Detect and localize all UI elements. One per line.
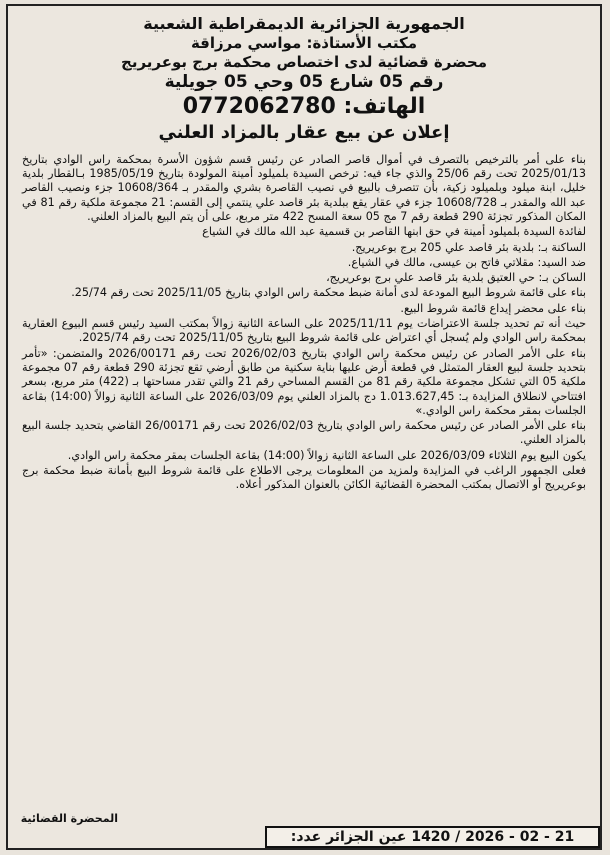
office-name: مكتب الأستاذة: مواسي مرزاقة — [190, 34, 418, 52]
publication-footer: 21 - 02 - 2026 / 1420 عين الجزائر عدد: — [265, 826, 600, 848]
paragraph-public-notice: فعلى الجمهور الراغب في المزايدة ولمزيد من المعلومات يرجى الاطلاع على قائمة شروط البيع بأمانة ضبط محكمة برج بوعريريج أو الاتصال بمكتب المحضرة القضائية الكائن بالعنوان المذكور أعلاه. — [22, 463, 586, 492]
announcement-body — [8, 153, 600, 493]
republic-title: الجمهورية الجزائرية الديمقراطية الشعبية — [143, 14, 465, 33]
paragraph-deposit-record: بناء على محضر إيداع قائمة شروط البيع. — [400, 301, 586, 315]
paragraph-session-order: بناء على الأمر الصادر عن رئيس محكمة راس الوادي بتاريخ 2026/02/03 تحت رقم 26/00171 القاضي بتحديد جلسة البيع بالمزاد العلني. — [22, 419, 586, 447]
header — [8, 14, 600, 145]
footer-issue: 1420 — [411, 829, 451, 845]
paragraph-court-order: بناء على الأمر الصادر عن رئيس محكمة راس الوادي بتاريخ 2026/02/03 تحت رقم 2026/00171 والمتضمن: «تأمر بتحديد جلسة لبيع العقار المتمثل في قطعة أرض عليها بناية سكنية من طابق أرضي تقع تجزئة 290 قطعة رقم 07 مجموعة ملكية 05 التي تشكل مجموعة ملكية رقم 81 من القسم المساحي رقم 21 والتي تقدر مساحتها بـ (422) متر مربع، بسعر افتتاحي لانطلاق المزايدة بـ: 1.013.627,45 دج بالمزاد العلني يوم 2026/03/09 على الساعة الثانية زوالاً (14:00) بقاعة الجلسات بمقر محكمة راس الوادي.» — [22, 346, 587, 417]
paragraph-against: ضد السيد: مقلاتي فاتح بن عيسى، مالك في الشياع. — [347, 255, 586, 269]
paragraph-conditions-list: بناء على قائمة شروط البيع المودعة لدى أمانة ضبط محكمة راس الوادي بتاريخ 2025/11/05 تحت رقم 25/74. — [71, 286, 586, 300]
paragraph-objections: حيث أنه تم تحديد جلسة الاعتراضات يوم 2025/11/11 على الساعة الثانية زوالاً بمكتب السيد رئيس قسم البيوع العقارية بمحكمة راس الوادي ولم يُسجل أي اعتراض على قائمة شروط البيع بتاريخ 2025/11/05 تحت رقم 2025/74. — [22, 317, 586, 345]
signature: المحضرة القضائية — [20, 812, 118, 825]
announcement-frame — [6, 4, 602, 850]
paragraph-beneficiary: لفائدة السيدة بلميلود أمينة في حق ابنها القاصر بن قسمية عبد الله مالك في الشياع — [202, 225, 586, 239]
paragraph-authorization: بناء على أمر بالترخيص بالتصرف في أموال قاصر الصادر عن رئيس قسم شؤون الأسرة بمحكمة راس الوادي بتاريخ 2025/01/13 تحت رقم 25/06 والذي جاء فيه: ترخص السيدة بلميلود أمينة المولودة بتاريخ 1985/05/19 بـالقطار بلدية خليل، ابنة ميلود وبلميلود زكية، بأن تتصرف بالبيع في نصيب القاصرة بشري والمقدر بـ 10608/364 جزء ونصيب القاصر عبد الله والمقدر بـ 10608/728 جزء في عقار يقع ببلدية بئر قاصد علي ينتمي إلى القسم: 21 مجموعة ملكية رقم 81 في المكان المذكور تجزئة 290 قطعة رقم 7 مج 05 سعة المسح 422 متر مربع، على أن يتم البيع بالمزاد العلني. — [22, 152, 587, 223]
paragraph-sale-date: يكون البيع يوم الثلاثاء 2026/03/09 على الساعة الثانية زوالاً (14:00) بقاعة الجلسات بمقر محكمة راس الوادي. — [67, 448, 586, 462]
office-address: رقم 05 شارع 05 وحي 05 جويلية — [164, 71, 444, 92]
announcement-title: إعلان عن بيع عقار بالمزاد العلني — [158, 122, 450, 144]
phone-label: الهاتف: — [343, 93, 426, 119]
phone-number: 0772062780 — [182, 93, 336, 119]
footer-date: 21 - 02 - 2026 — [465, 829, 575, 845]
footer-label: عين الجزائر عدد: — [290, 829, 407, 845]
paragraph-against-address: الساكن بـ: حي العتيق بلدية بئر قاصد علي برج بوعريريج، — [326, 271, 586, 285]
court-jurisdiction: محضرة قضائية لدى اختصاص محكمة برج بوعريريج — [121, 52, 487, 71]
phone-line — [8, 93, 600, 121]
paragraph-beneficiary-address: الساكنة بـ: بلدية بئر قاصد علي 205 برج بوعريريج. — [351, 240, 586, 254]
